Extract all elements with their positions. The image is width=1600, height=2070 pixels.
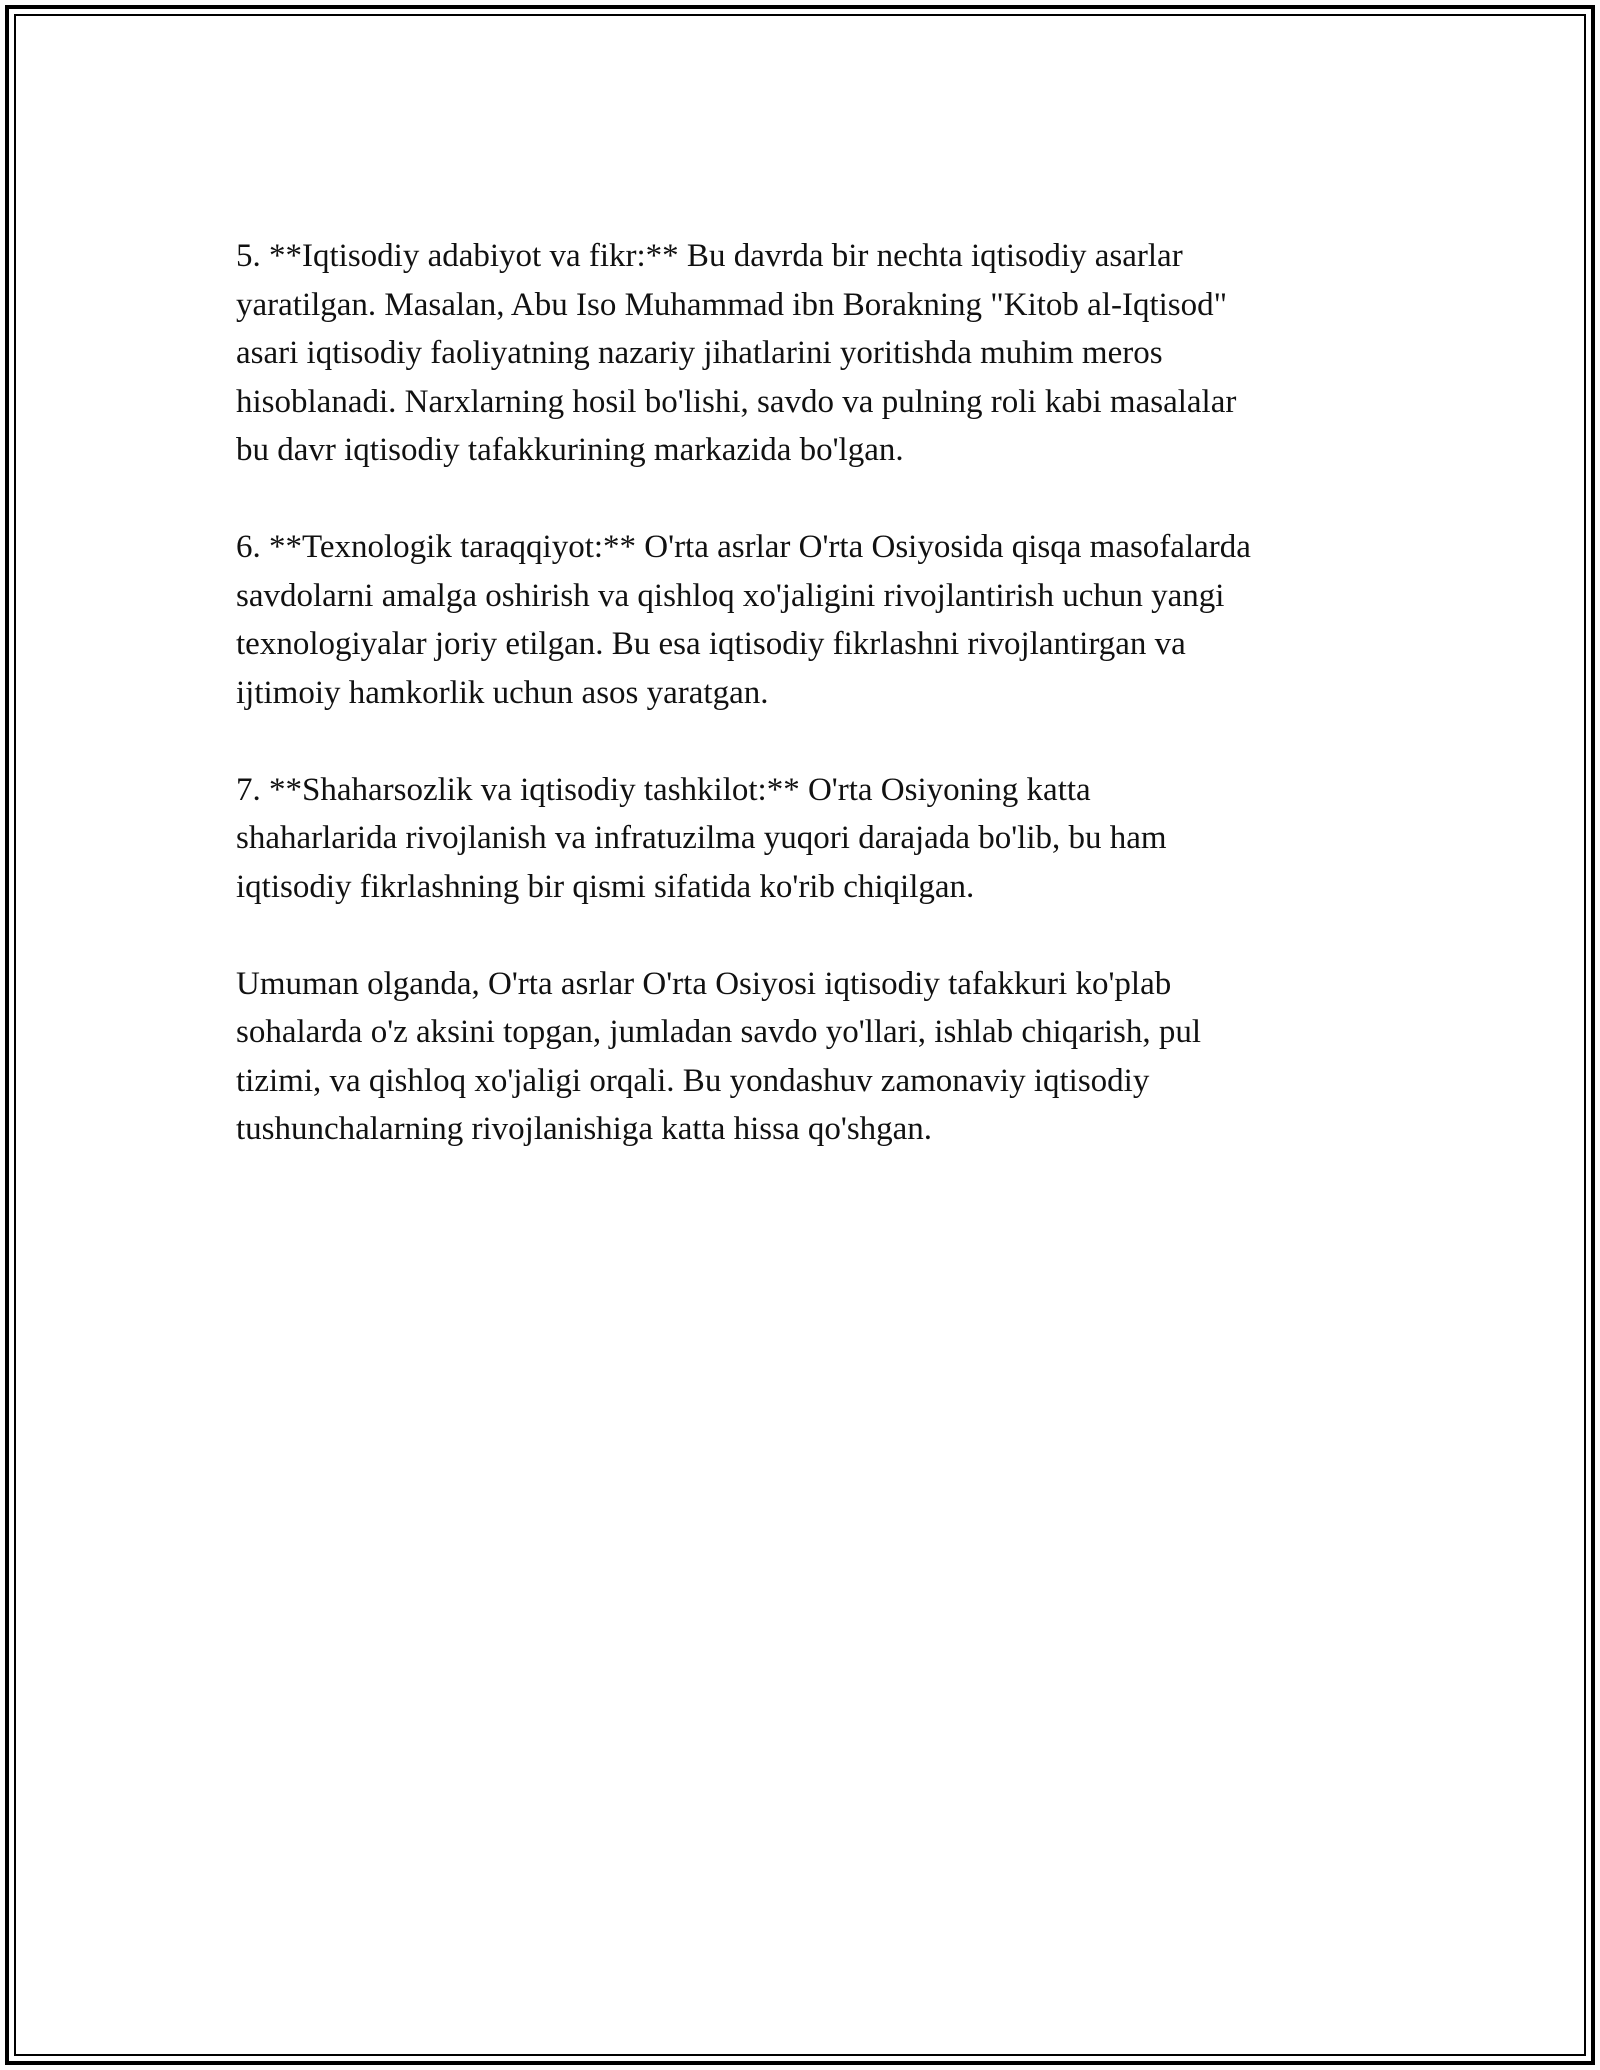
text-line: hisoblanadi. Narxlarning hosil bo'lishi, savdo va pulning roli kabi masalalar: [236, 383, 1237, 420]
text-line: yaratilgan. Masalan, Abu Iso Muhammad ibn Borakning "Kitob al-Iqtisod": [236, 286, 1228, 323]
text-line: Umuman olganda, O'rta asrlar O'rta Osiyosi iqtisodiy tafakkuri ko'plab: [236, 965, 1172, 1002]
text-line: 6. **Texnologik taraqqiyot:** O'rta asrlar O'rta Osiyosida qisqa masofalarda: [236, 529, 1251, 565]
text-line: ijtimoiy hamkorlik uchun asos yaratgan.: [236, 674, 769, 711]
text-line: savdolarni amalga oshirish va qishloq xo'jaligini rivojlantirish uchun yangi: [236, 577, 1225, 614]
text-line: texnologiyalar joriy etilgan. Bu esa iqtisodiy fikrlashni rivojlantirgan va: [236, 626, 1186, 662]
text-line: 7. **Shaharsozlik va iqtisodiy tashkilot:** O'rta Osiyoning katta: [236, 771, 1091, 808]
paragraph-6-technological-progress: [236, 523, 1396, 717]
text-line: iqtisodiy fikrlashning bir qismi sifatida ko'rib chiqilgan.: [236, 868, 975, 905]
document-body: [236, 232, 1396, 1202]
text-line: 5. **Iqtisodiy adabiyot va fikr:** Bu davrda bir nechta iqtisodiy asarlar: [236, 238, 1183, 274]
text-line: sohalarda o'z aksini topgan, jumladan savdo yo'llari, ishlab chiqarish, pul: [236, 1014, 1202, 1050]
paragraph-5-economic-literature: [236, 232, 1396, 475]
paragraph-7-urban-planning: [236, 766, 1396, 912]
text-line: asari iqtisodiy faoliyatning nazariy jihatlarini yoritishda muhim meros: [236, 335, 1163, 371]
text-line: bu davr iqtisodiy tafakkurining markazida bo'lgan.: [236, 432, 904, 468]
text-line: shaharlarida rivojlanish va infratuzilma yuqori darajada bo'lib, bu ham: [236, 820, 1167, 856]
paragraph-conclusion: [236, 960, 1396, 1154]
text-line: tizimi, va qishloq xo'jaligi orqali. Bu yondashuv zamonaviy iqtisodiy: [236, 1062, 1150, 1099]
text-line: tushunchalarning rivojlanishiga katta hissa qo'shgan.: [236, 1111, 933, 1147]
